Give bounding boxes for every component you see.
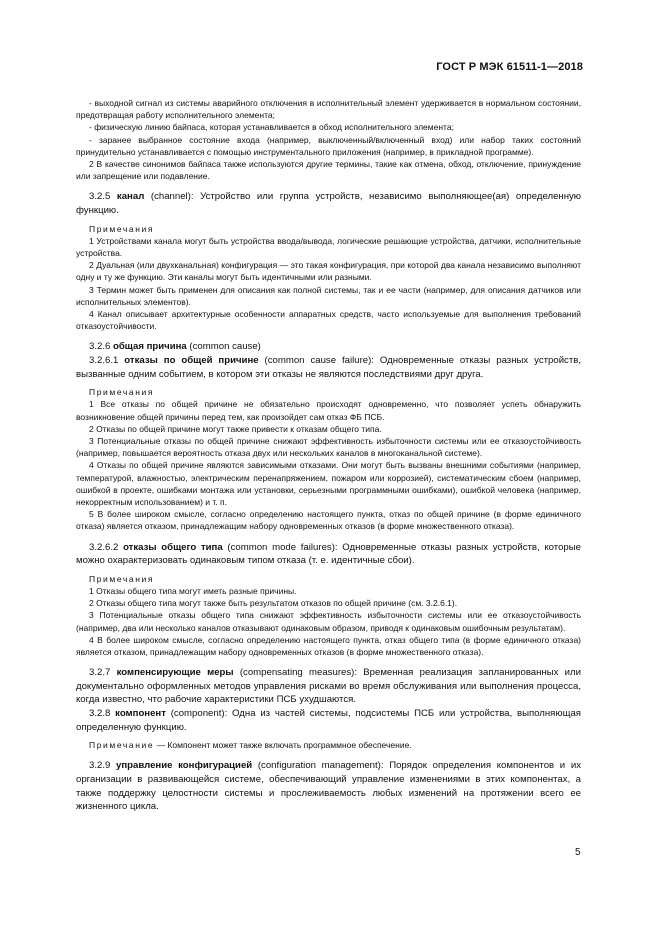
term: компенсирующие меры	[116, 667, 234, 679]
note-item: 4 Канал описывает архитектурные особенности аппаратных средств, часто используемые для выполнения требований отказоустойчивости.	[76, 309, 581, 332]
term-definition-3-2-6-1	[76, 354, 581, 381]
definition-text: (component): Одна из частей системы, подсистемы ПСБ или устройства, выполняющая определенную функцию.	[76, 708, 581, 733]
definition-text: (common cause)	[186, 341, 261, 353]
note-item: 4 В более широком смысле, согласно определению настоящего пункта, отказ общего типа (в форме единичного отказа) является отказом, принадлежащим набору одновременных отказов (в форме множественного отказа).	[76, 634, 581, 658]
term: канал	[116, 191, 145, 203]
note-item: 2 Отказы по общей причине могут также привести к отказам общего типа.	[89, 423, 382, 434]
term-definition-3-2-7	[76, 666, 581, 707]
list-item: - физическую линию байпаса, которая устанавливается в обход исполнительного элемента;	[89, 122, 454, 133]
clause-number: 3.2.5	[89, 191, 111, 203]
note-label: Примечание	[89, 740, 155, 751]
note-item: 1 Все отказы по общей причине не обязательно происходят одновременно, что позволяет успеть обнаружить возникновение общей причины перед тем, как произойдет сам отказ ФБ ПСБ.	[76, 399, 581, 422]
definition-text: (common cause failure): Одновременные отказы разных устройств, вызванные одним событием, в котором эти отказы не являются последствиями друг друга.	[76, 355, 582, 380]
clause-number: 3.2.7	[89, 667, 111, 679]
definition-text: (compensating measures): Временная реализация запланированных или документально оформленных методов управления рисками во время обслуживания или выполнения процесса, когда известно, что рабочие характеристики ПСБ ухудшаются.	[76, 667, 581, 706]
note-item	[76, 739, 581, 751]
list-item: - выходной сигнал из системы аварийного отключения в исполнительный элемент удерживается в нормальном состоянии, предотвращая работу исполнительного элемента;	[76, 98, 581, 121]
term-definition-3-2-5	[76, 190, 581, 217]
notes-label: Примечания	[89, 223, 155, 234]
term: отказы по общей причине	[124, 355, 259, 367]
notes-label: Примечания	[89, 387, 155, 398]
note-item: 3 Потенциальные отказы общего типа снижают эффективность избыточности системы или ее отказоустойчивость (например, два или несколько каналов отказывают одинаковым образом, приводя к одинаковым ошибочным результатам).	[76, 610, 581, 633]
note-item: 4 Отказы по общей причине являются зависимыми отказами. Они могут быть вызваны внешними событиями (например, температурой, влажностью, электрическим перенапряжением, пожаром или коррозией), систематическим сбоем (например, ошибкой в проекте, ошибками монтажа или установки, серьезными программными ошибками), ошибкой человека (например, некорректным использованием) и т. п.	[76, 460, 581, 508]
term-definition-3-2-8	[76, 707, 581, 734]
list-item: - заранее выбранное состояние входа (например, выключенный/включенный вход) или набор таких состояний принудительно устанавливается с помощью инструментального приложения (например, в прикладной программе).	[76, 134, 581, 157]
term: общая причина	[113, 341, 187, 353]
definition-text: (channel): Устройство или группа устройств, независимо выполняющее(ая) определенную функцию.	[76, 191, 581, 217]
notes-label: Примечания	[89, 573, 155, 584]
clause-number: 3.2.8	[89, 708, 111, 720]
term-definition-3-2-9	[76, 759, 581, 813]
document-body	[76, 97, 581, 814]
term: управление конфигурацией	[116, 760, 253, 772]
note-item: 3 Термин может быть применен для описания как полной системы, так и ее части (например, для описания датчиков или исполнительных элементов).	[76, 284, 581, 307]
term: отказы общего типа	[123, 541, 223, 553]
note-text: — Компонент может также включать программное обеспечение.	[154, 740, 412, 751]
definition-text: (common mode failures): Одновременные отказы разных устройств, которые можно охарактеризовать одинаковым типом отказа (т. е. идентичные сбои).	[76, 541, 582, 567]
page-number: 5	[575, 847, 581, 858]
note-item: 1 Отказы общего типа могут иметь разные причины.	[89, 586, 297, 597]
note-item: 2 Дуальная (или двухканальная) конфигурация — это такая конфигурация, при которой два канала независимо выполняют одну и ту же функцию. Эти каналы могут быть идентичными или разными.	[76, 260, 581, 283]
term-definition-3-2-6-2	[76, 541, 581, 568]
clause-number: 3.2.6.2	[89, 541, 119, 553]
document-header: ГОСТ Р МЭК 61511-1—2018	[436, 61, 583, 73]
note-item: 2 Отказы общего типа могут также быть результатом отказов по общей причине (см. 3.2.6.1).	[89, 598, 458, 609]
clause-number: 3.2.6.1	[89, 355, 119, 367]
note-item: 2 В качестве синонимов байпаса также используются другие термины, такие как отмена, обход, отключение, принуждение или запрещение или подавление.	[76, 159, 581, 182]
clause-number: 3.2.6	[89, 341, 111, 353]
term-definition-3-2-6	[76, 340, 581, 354]
note-item: 3 Потенциальные отказы по общей причине снижают эффективность избыточности системы или ее отказоустойчивость (например, повышается вероятность отказа двух или нескольких каналов в многоканальной системе).	[76, 436, 581, 459]
clause-number: 3.2.9	[89, 760, 111, 772]
definition-text: (configuration management): Порядок определения компонентов и их организации в развивающейся системе, обеспечивающий управление изменениями в этих компонентах, а также поддержку целостности системы и прослеживаемость любых изменений на протяжении всего ее жизненного цикла.	[76, 760, 581, 813]
note-item: 5 В более широком смысле, согласно определению настоящего пункта, отказ по общей причине (в форме единичного отказа) является отказом, принадлежащим набору одновременных отказов (в форме множественного отказа).	[76, 509, 581, 532]
note-item: 1 Устройствами канала могут быть устройства ввода/вывода, логические решающие устройства, датчики, исполнительные устройства.	[76, 235, 581, 259]
term: компонент	[115, 708, 166, 720]
